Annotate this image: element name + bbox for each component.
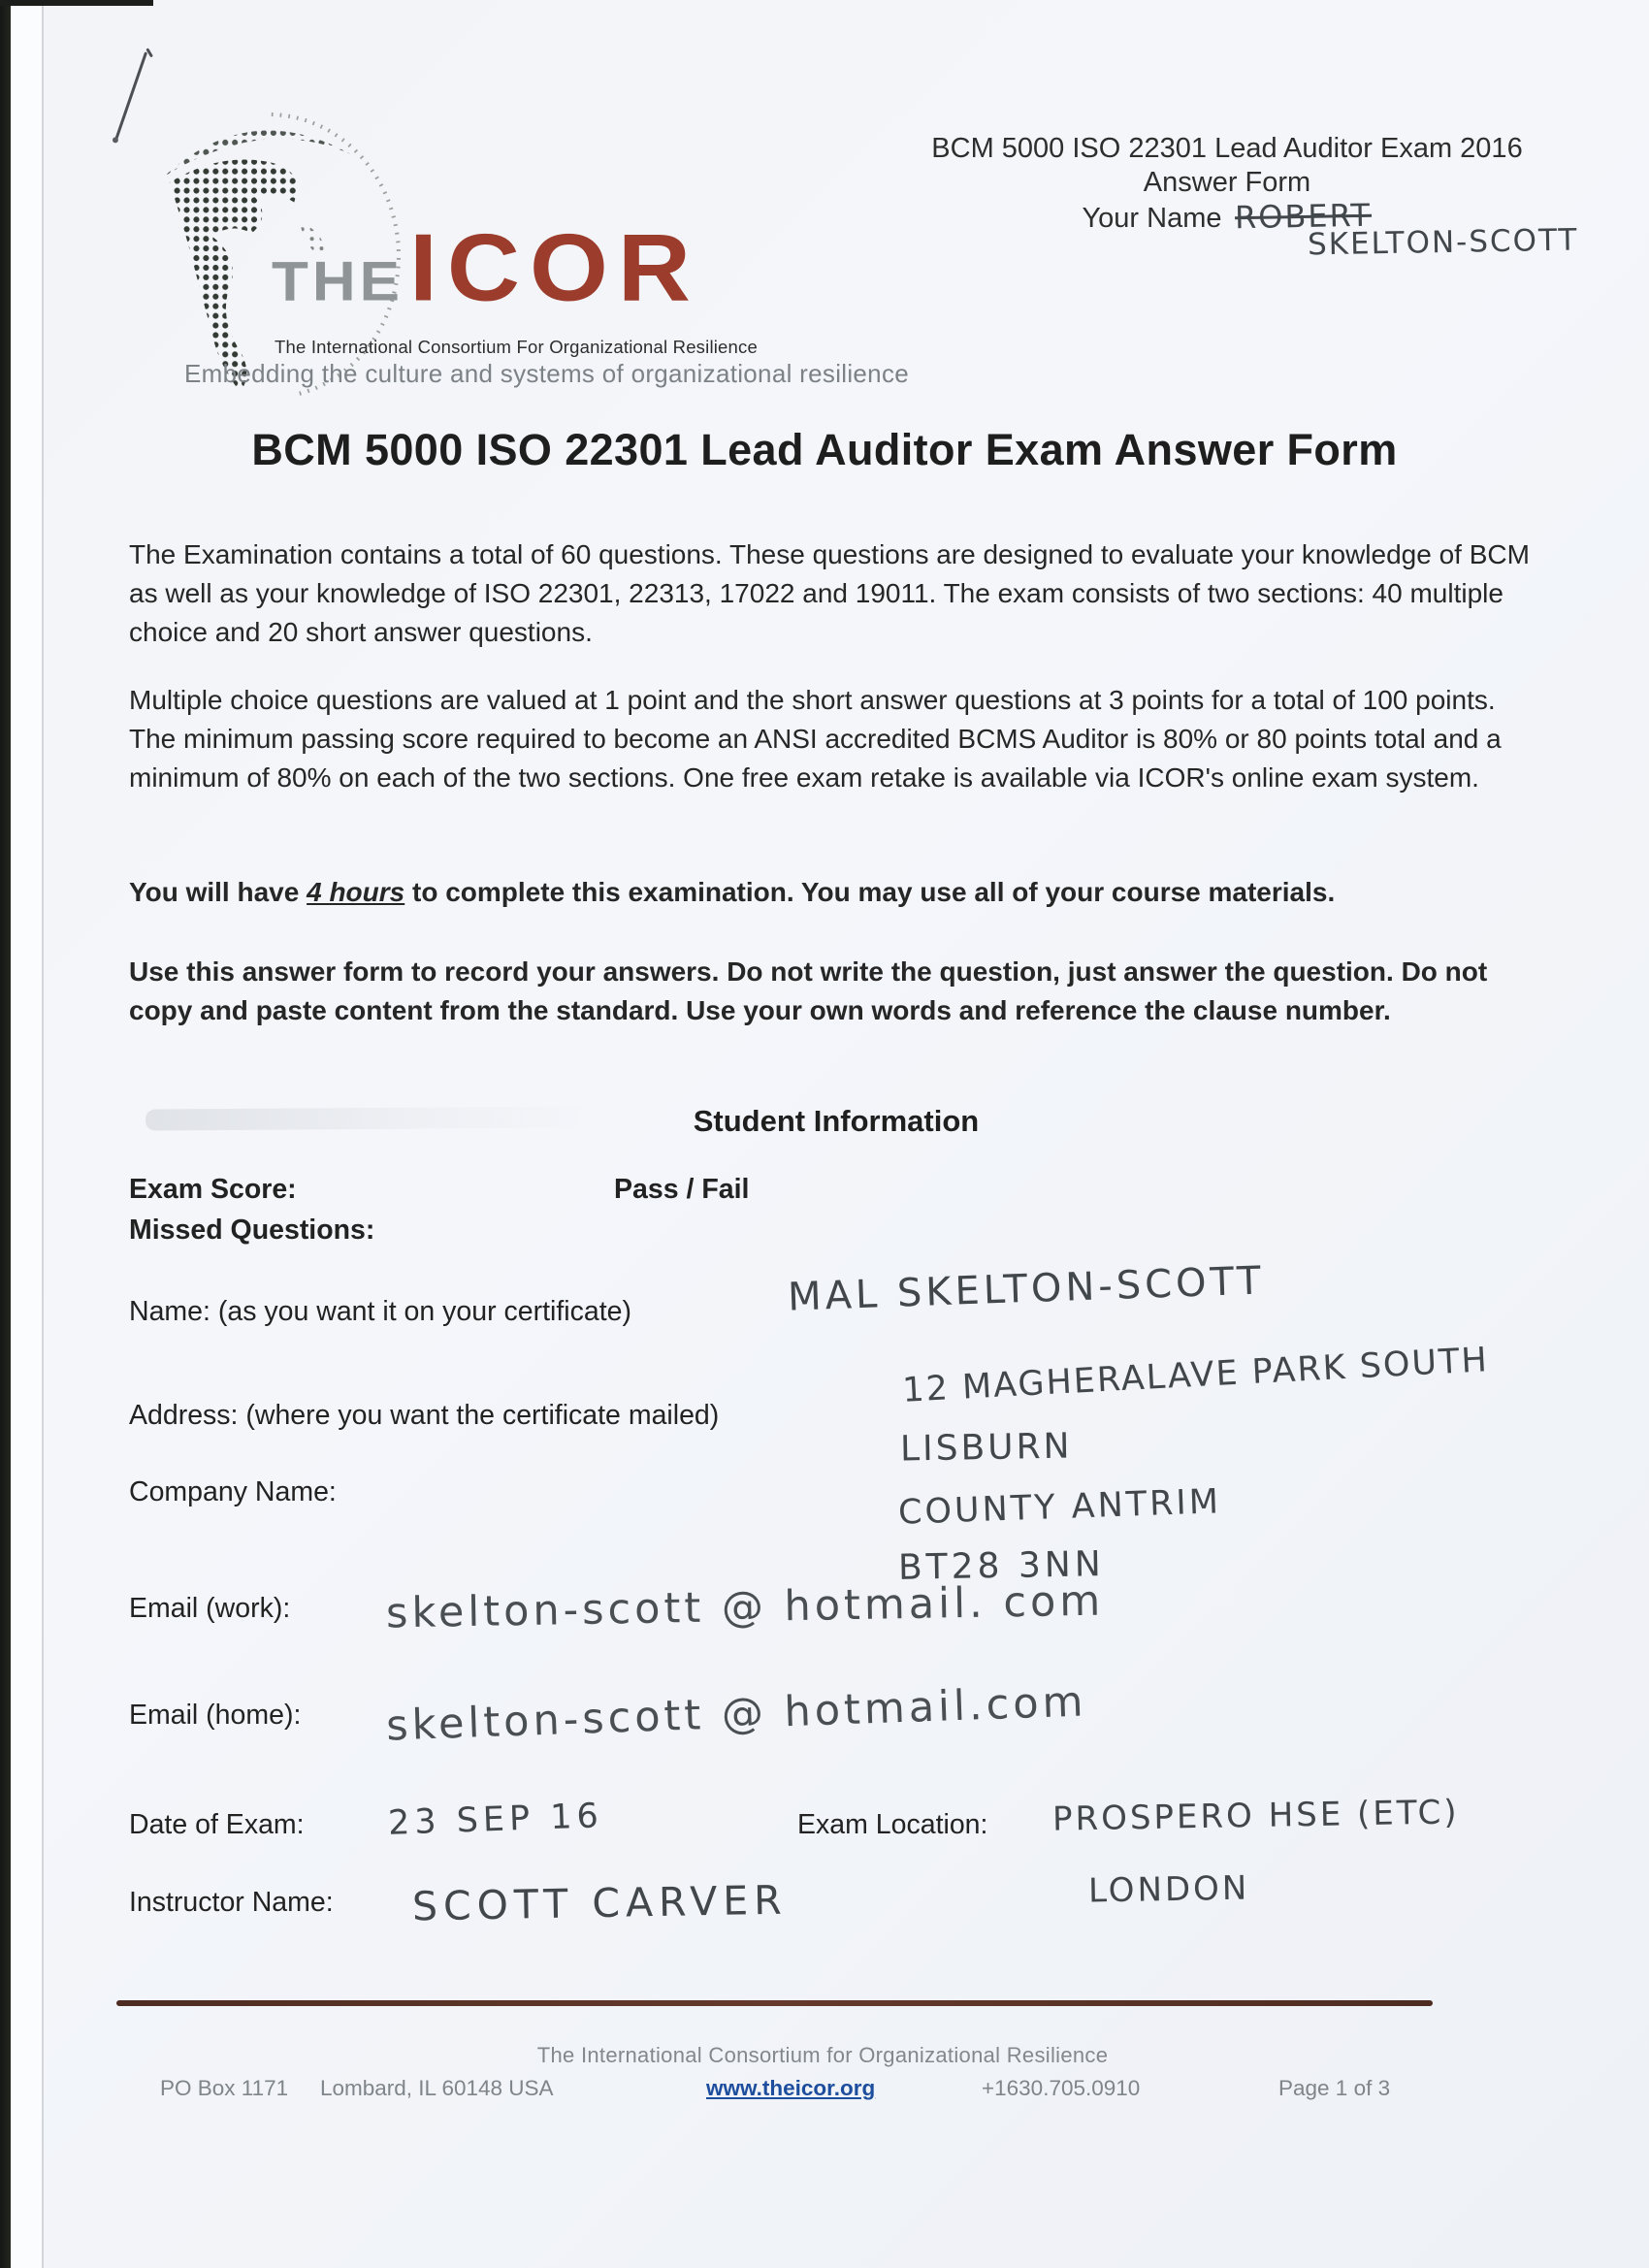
- scan-edge-top: [0, 0, 153, 6]
- handwritten-exam-location-line1: PROSPERO HSE (ETC): [1051, 1793, 1460, 1839]
- scan-edge-gap: [11, 0, 42, 2268]
- handwritten-email-home: skelton-scott @ hotmail.com: [385, 1677, 1088, 1751]
- instructor-name-label: Instructor Name:: [129, 1887, 334, 1918]
- exam-score-label: Exam Score:: [129, 1174, 297, 1205]
- handwritten-address-line2: LISBURN: [899, 1426, 1073, 1470]
- handwritten-email-work: skelton-scott @ hotmail. com: [385, 1576, 1105, 1638]
- handwritten-address-line1: 12 MAGHERALAVE PARK SOUTH: [901, 1341, 1490, 1410]
- logo-icor-text: ICOR: [409, 213, 700, 322]
- pass-fail-label: Pass / Fail: [614, 1174, 750, 1205]
- student-information-heading: Student Information: [693, 1104, 980, 1138]
- handwritten-exam-location-line2: LONDON: [1087, 1868, 1250, 1911]
- handwritten-address-line3: COUNTY ANTRIM: [897, 1482, 1222, 1533]
- logo-the-text: THE: [272, 250, 404, 312]
- company-name-label: Company Name:: [129, 1476, 337, 1507]
- footer-organization: The International Consortium for Organizational Resilience: [536, 2043, 1109, 2067]
- icor-logo: [272, 213, 700, 322]
- footer-website-link[interactable]: www.theicor.org: [706, 2076, 876, 2100]
- email-work-label: Email (work):: [129, 1593, 291, 1624]
- handwritten-address-line4: BT28 3NN: [897, 1544, 1106, 1588]
- intro-paragraph: The Examination contains a total of 60 questions. These questions are designed to evaluate your knowledge of BCM as well as your knowledge of ISO 22301, 22313, 17022 and 19011. The exam consists of two sections: 40 multiple choice and 20 short answer questions.: [129, 539, 1530, 647]
- time-limit-pre: You will have: [129, 877, 307, 907]
- header-exam-title: BCM 5000 ISO 22301 Lead Auditor Exam 2016: [931, 133, 1523, 164]
- footer-po-box: PO Box 1171: [160, 2076, 289, 2100]
- handwritten-exam-date: 23 SEP 16: [387, 1797, 604, 1843]
- scoring-paragraph: Multiple choice questions are valued at 1 point and the short answer questions at 3 points for a total of 100 points. The minimum passing score required to become an ANSI accredited BCMS Auditor is 80% or 80 points total and a minimum of 80% on each of the two sections. One free exam retake is available via ICOR's online exam system.: [129, 685, 1502, 793]
- name-label: Name: (as you want it on your certificate): [129, 1296, 631, 1327]
- header-answer-form: Answer Form: [1143, 167, 1311, 198]
- date-of-exam-label: Date of Exam:: [129, 1809, 305, 1840]
- four-hours-emphasis: 4 hours: [307, 877, 405, 907]
- email-home-label: Email (home):: [129, 1700, 302, 1731]
- address-label: Address: (where you want the certificate mailed): [129, 1400, 720, 1431]
- your-name-label: Your Name: [1082, 203, 1222, 234]
- handwritten-instructor-name: SCOTT CARVER: [411, 1876, 789, 1930]
- header-block: [844, 132, 1610, 236]
- handwritten-surname: SKELTON-SCOTT: [1307, 222, 1579, 263]
- handwritten-certificate-name: MAL SKELTON-SCOTT: [787, 1258, 1266, 1320]
- footer-page-number: Page 1 of 3: [1278, 2076, 1391, 2100]
- footer-phone: +1630.705.0910: [982, 2076, 1141, 2100]
- missed-questions-label: Missed Questions:: [129, 1215, 375, 1246]
- time-limit-paragraph: [129, 873, 1543, 912]
- instructions-paragraph: Use this answer form to record your answers. Do not write the question, just answer the question. Do not copy and paste content from the standard. Use your own words and reference the clause number.: [129, 956, 1488, 1025]
- scan-paper-seam: [42, 0, 44, 2268]
- scan-edge-strip: [0, 0, 11, 2268]
- handwritten-first-name-struck: ROBERT: [1235, 196, 1373, 237]
- logo-subtitle: The International Consortium For Organizational Resilience: [275, 337, 758, 357]
- footer-divider: [116, 2000, 1433, 2006]
- footer-city: Lombard, IL 60148 USA: [320, 2076, 554, 2100]
- time-limit-post: to complete this examination. You may use all of your course materials.: [404, 877, 1336, 907]
- exam-location-label: Exam Location:: [797, 1809, 988, 1840]
- page-title: BCM 5000 ISO 22301 Lead Auditor Exam Answer Form: [251, 425, 1398, 474]
- logo-tagline: Embedding the culture and systems of organizational resilience: [184, 359, 910, 388]
